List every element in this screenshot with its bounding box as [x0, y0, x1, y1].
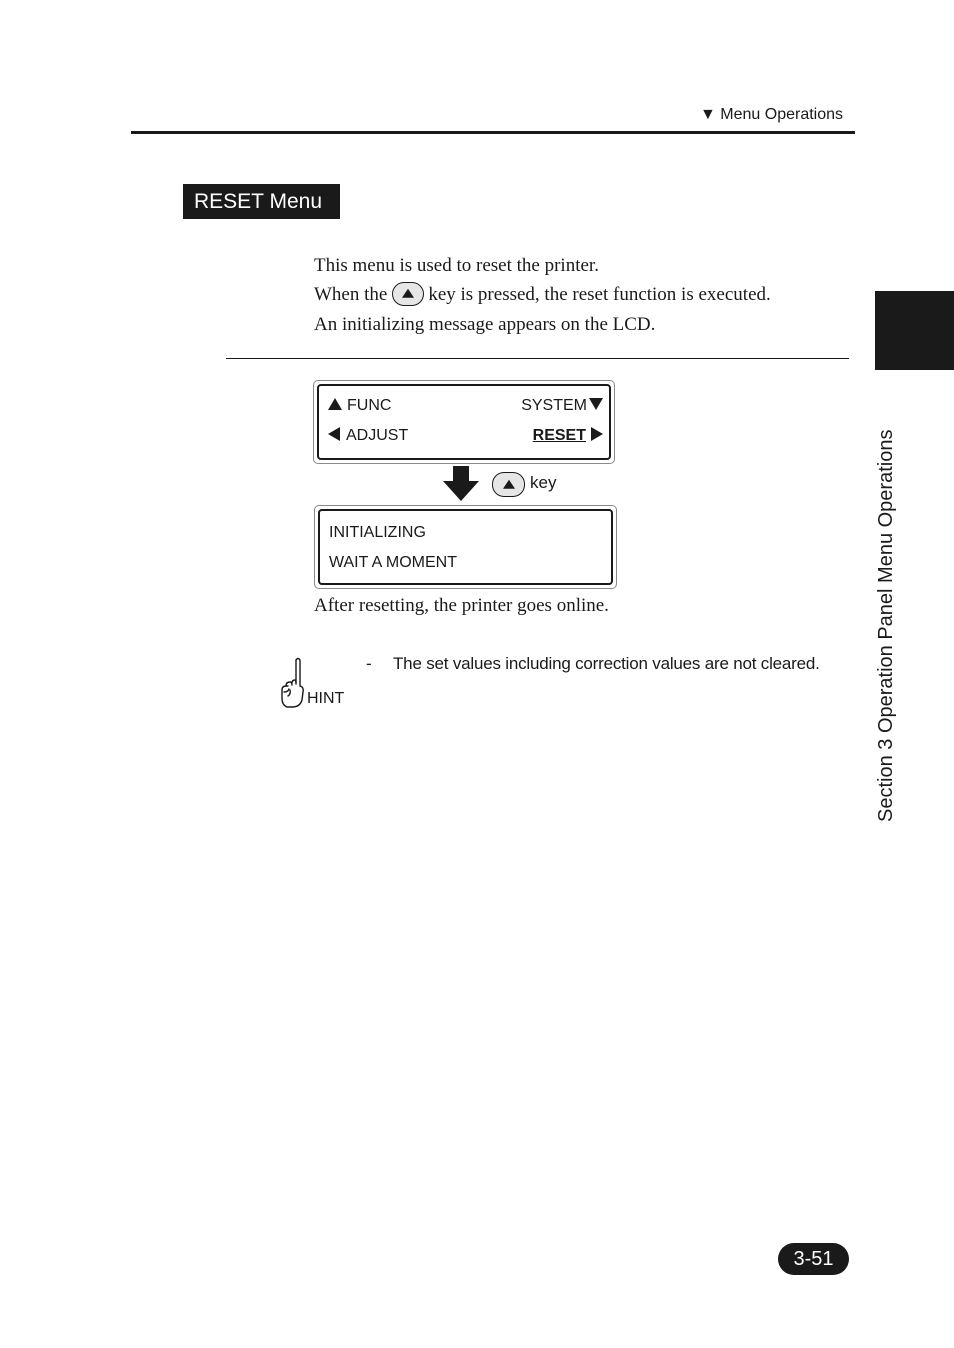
- section-divider: [226, 358, 849, 359]
- after-reset-text: After resetting, the printer goes online.: [314, 595, 609, 616]
- lcd-system-item: [521, 397, 603, 415]
- left-arrow-icon: [328, 427, 340, 441]
- lcd-reset-label: RESET: [532, 427, 586, 444]
- lcd-menu-screen: [317, 384, 611, 460]
- page-number: 3-51: [778, 1243, 849, 1275]
- hint-label: HINT: [307, 690, 345, 707]
- intro-line-2: [314, 283, 771, 308]
- up-key-icon-diagram: [492, 472, 525, 497]
- intro-line-2-after: key is pressed, the reset function is executed.: [428, 284, 771, 305]
- section-title: RESET Menu: [183, 184, 340, 219]
- hint-bullet: -: [366, 654, 372, 673]
- lcd-message-line-2: WAIT A MOMENT: [329, 554, 458, 571]
- lcd-func-label: FUNC: [347, 397, 392, 414]
- up-key-icon: [392, 282, 424, 306]
- hint-text: The set values including correction values are not cleared.: [393, 654, 820, 673]
- lcd-reset-item: [533, 427, 603, 445]
- lcd-menu-panel: [313, 380, 615, 464]
- header-title: Menu Operations: [720, 106, 844, 123]
- down-flow-arrow-icon: [442, 466, 480, 502]
- header-rule: [131, 131, 855, 134]
- section-side-tab: [875, 291, 954, 370]
- lcd-message-panel: [314, 505, 617, 589]
- side-tab-label: Section 3 Operation Panel Menu Operations: [875, 429, 897, 822]
- intro-line-1: This menu is used to reset the printer.: [314, 255, 599, 276]
- lcd-message-screen: [318, 509, 613, 585]
- running-header: [700, 106, 843, 124]
- right-arrow-icon: [591, 427, 603, 441]
- lcd-func-item: [328, 397, 391, 415]
- pointing-hand-icon: [279, 656, 309, 710]
- lcd-adjust-item: [328, 427, 408, 445]
- down-arrow-icon: [589, 398, 603, 410]
- lcd-message-line-1: INITIALIZING: [329, 524, 426, 541]
- up-arrow-icon: [328, 398, 342, 410]
- side-tab-label-wrapper: [875, 378, 897, 822]
- header-marker-icon: ▼: [700, 106, 716, 123]
- key-label: key: [530, 473, 557, 492]
- intro-line-3: An initializing message appears on the LCD.: [314, 314, 656, 335]
- intro-line-2-before: When the: [314, 284, 388, 305]
- lcd-system-label: SYSTEM: [521, 397, 587, 414]
- lcd-adjust-label: ADJUST: [346, 427, 409, 444]
